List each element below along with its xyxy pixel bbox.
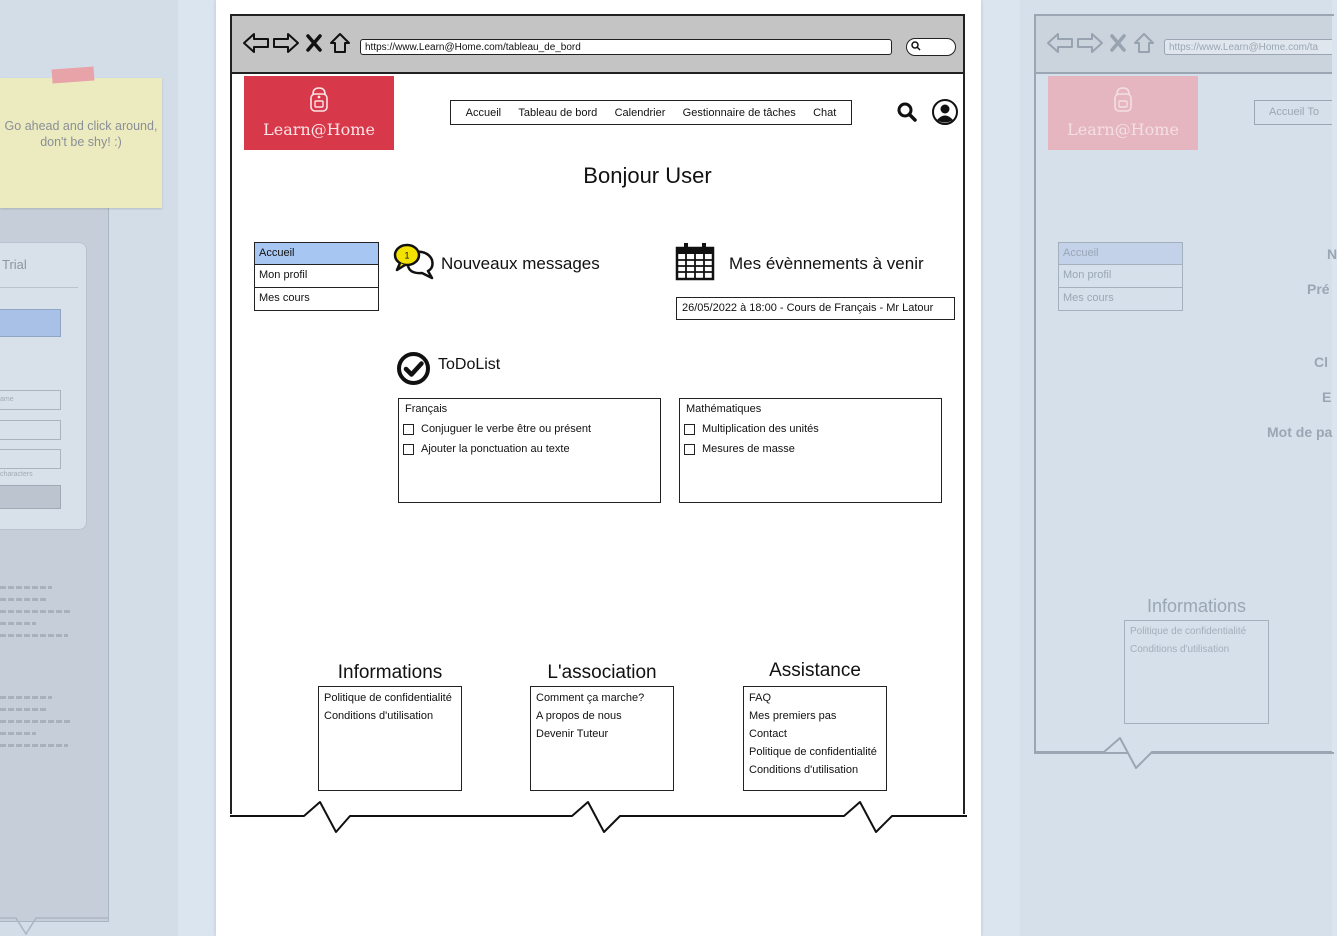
- task-label: Multiplication des unités: [702, 423, 819, 435]
- ghost-zigzag: [0, 896, 108, 936]
- back-arrow-icon[interactable]: [242, 32, 270, 54]
- user-account-icon[interactable]: [931, 98, 959, 126]
- ghost-side-menu: [1058, 242, 1183, 311]
- ghost-form-label: N: [1327, 246, 1337, 262]
- ghost-home-icon: [1133, 32, 1155, 54]
- ghost-field-hint: characters: [0, 471, 33, 478]
- ghost-sidebar-item: Mes cours: [1058, 288, 1183, 311]
- footer-association-title: L'association: [547, 662, 657, 683]
- ghost-backpack-icon: [1108, 84, 1138, 114]
- ghost-sidebar-item: Accueil: [1058, 242, 1183, 265]
- sidebar-item-mon-profil[interactable]: Mon profil: [254, 265, 379, 288]
- ghost-trial-label: Trial: [2, 257, 27, 272]
- footer-link[interactable]: A propos de nous: [536, 710, 622, 722]
- nav-chat[interactable]: Chat: [813, 106, 837, 119]
- sticky-note-text: Go ahead and click around, don't be shy! :): [4, 119, 158, 149]
- top-navigation: [450, 100, 852, 125]
- ghost-form-label: Mot de pa: [1267, 424, 1333, 440]
- footer-link[interactable]: Politique de confidentialité: [749, 746, 877, 758]
- ghost-form-label: Pré: [1307, 281, 1330, 297]
- ghost-top-navigation: Accueil To: [1254, 100, 1332, 125]
- chat-bubbles-icon[interactable]: [392, 240, 436, 280]
- todo-task[interactable]: [684, 443, 795, 455]
- todo-list-francais: [398, 398, 661, 503]
- browser-search-field[interactable]: [906, 38, 956, 56]
- ghost-footer-link: Conditions d'utilisation: [1130, 644, 1230, 655]
- brand-name: Learn@Home: [263, 120, 375, 139]
- ghost-sidebar-item: Mon profil: [1058, 265, 1183, 288]
- ghost-bottom-zigzag: [1034, 736, 1332, 772]
- ghost-forward-arrow-icon: [1076, 32, 1104, 54]
- ghost-informations-title: Informations: [1146, 596, 1247, 616]
- task-label: Mesures de masse: [702, 443, 795, 455]
- side-menu: [254, 242, 379, 311]
- forward-arrow-icon[interactable]: [272, 32, 300, 54]
- todo-task[interactable]: [403, 443, 570, 455]
- home-icon[interactable]: [329, 32, 351, 54]
- address-bar[interactable]: https://www.Learn@Home.com/tableau_de_bord: [360, 39, 892, 55]
- task-checkbox[interactable]: [684, 444, 695, 455]
- footer-link[interactable]: FAQ: [749, 692, 772, 704]
- ghost-blue-button: [0, 309, 61, 337]
- ghost-close-icon: [1110, 34, 1126, 52]
- task-checkbox[interactable]: [684, 424, 695, 435]
- footer-informations-links: [318, 686, 462, 791]
- event-item[interactable]: 26/05/2022 à 18:00 - Cours de Français - Mr Latour: [676, 297, 955, 320]
- ghost-gray-button: [0, 485, 61, 509]
- footer-link[interactable]: Conditions d'utilisation: [324, 710, 434, 722]
- calendar-icon: [675, 241, 715, 281]
- nav-accueil[interactable]: Accueil: [465, 106, 502, 119]
- footer-association-links: [530, 686, 674, 791]
- nav-gestionnaire-taches[interactable]: Gestionnaire de tâches: [682, 106, 796, 119]
- ghost-form-label: E: [1322, 389, 1332, 405]
- ghost-brand-name: Learn@Home: [1067, 120, 1179, 139]
- todo-task[interactable]: [403, 423, 591, 435]
- sticky-note: [0, 78, 162, 208]
- todo-subject: Français: [405, 403, 448, 415]
- footer-link[interactable]: Politique de confidentialité: [324, 692, 452, 704]
- footer-link[interactable]: Mes premiers pas: [749, 710, 837, 722]
- ghost-address-bar: https://www.Learn@Home.com/ta: [1164, 39, 1332, 55]
- nav-tableau-de-bord[interactable]: Tableau de bord: [518, 106, 598, 119]
- check-circle-icon: [396, 351, 431, 386]
- brand-logo[interactable]: [244, 76, 394, 150]
- todo-list-mathematiques: [679, 398, 942, 503]
- footer-link[interactable]: Contact: [749, 728, 787, 740]
- events-title: Mes évènnements à venir: [729, 254, 924, 273]
- todo-subject: Mathématiques: [686, 403, 762, 415]
- todo-title: ToDoList: [438, 356, 501, 373]
- footer-link[interactable]: Comment ça marche?: [536, 692, 645, 704]
- ghost-form-label: Cl: [1314, 354, 1328, 370]
- footer-link[interactable]: Devenir Tuteur: [536, 728, 609, 740]
- ghost-field-3: [0, 449, 61, 469]
- page-title: Bonjour User: [583, 163, 712, 188]
- page-bottom-zigzag: [230, 800, 967, 836]
- task-checkbox[interactable]: [403, 444, 414, 455]
- task-label: Ajouter la ponctuation au texte: [421, 443, 570, 455]
- backpack-icon: [304, 84, 334, 114]
- nav-calendrier[interactable]: Calendrier: [614, 106, 666, 119]
- footer-assistance-links: [743, 686, 887, 791]
- search-icon: [911, 41, 921, 51]
- ghost-field-1: ame: [0, 390, 61, 410]
- ghost-trial-card: [0, 242, 87, 530]
- close-icon[interactable]: [306, 34, 322, 52]
- footer-assistance-title: Assistance: [769, 660, 861, 681]
- task-checkbox[interactable]: [403, 424, 414, 435]
- search-icon[interactable]: [896, 100, 918, 124]
- footer-informations-title: Informations: [337, 662, 443, 683]
- todo-task[interactable]: [684, 423, 819, 435]
- ghost-footer-link: Politique de confidentialité: [1130, 626, 1247, 637]
- sticky-tape: [52, 67, 95, 84]
- task-label: Conjuguer le verbe être ou présent: [421, 423, 591, 435]
- messages-title[interactable]: Nouveaux messages: [441, 254, 600, 273]
- ghost-back-arrow-icon: [1046, 32, 1074, 54]
- sidebar-item-mes-cours[interactable]: Mes cours: [254, 288, 379, 311]
- ghost-brand-logo: [1048, 76, 1198, 150]
- divider: [0, 287, 78, 288]
- footer-link[interactable]: Conditions d'utilisation: [749, 764, 859, 776]
- ghost-field-2: [0, 420, 61, 440]
- sidebar-item-accueil[interactable]: Accueil: [254, 242, 379, 265]
- message-count-badge: 1: [404, 250, 410, 261]
- ghost-informations-links: [1124, 620, 1269, 724]
